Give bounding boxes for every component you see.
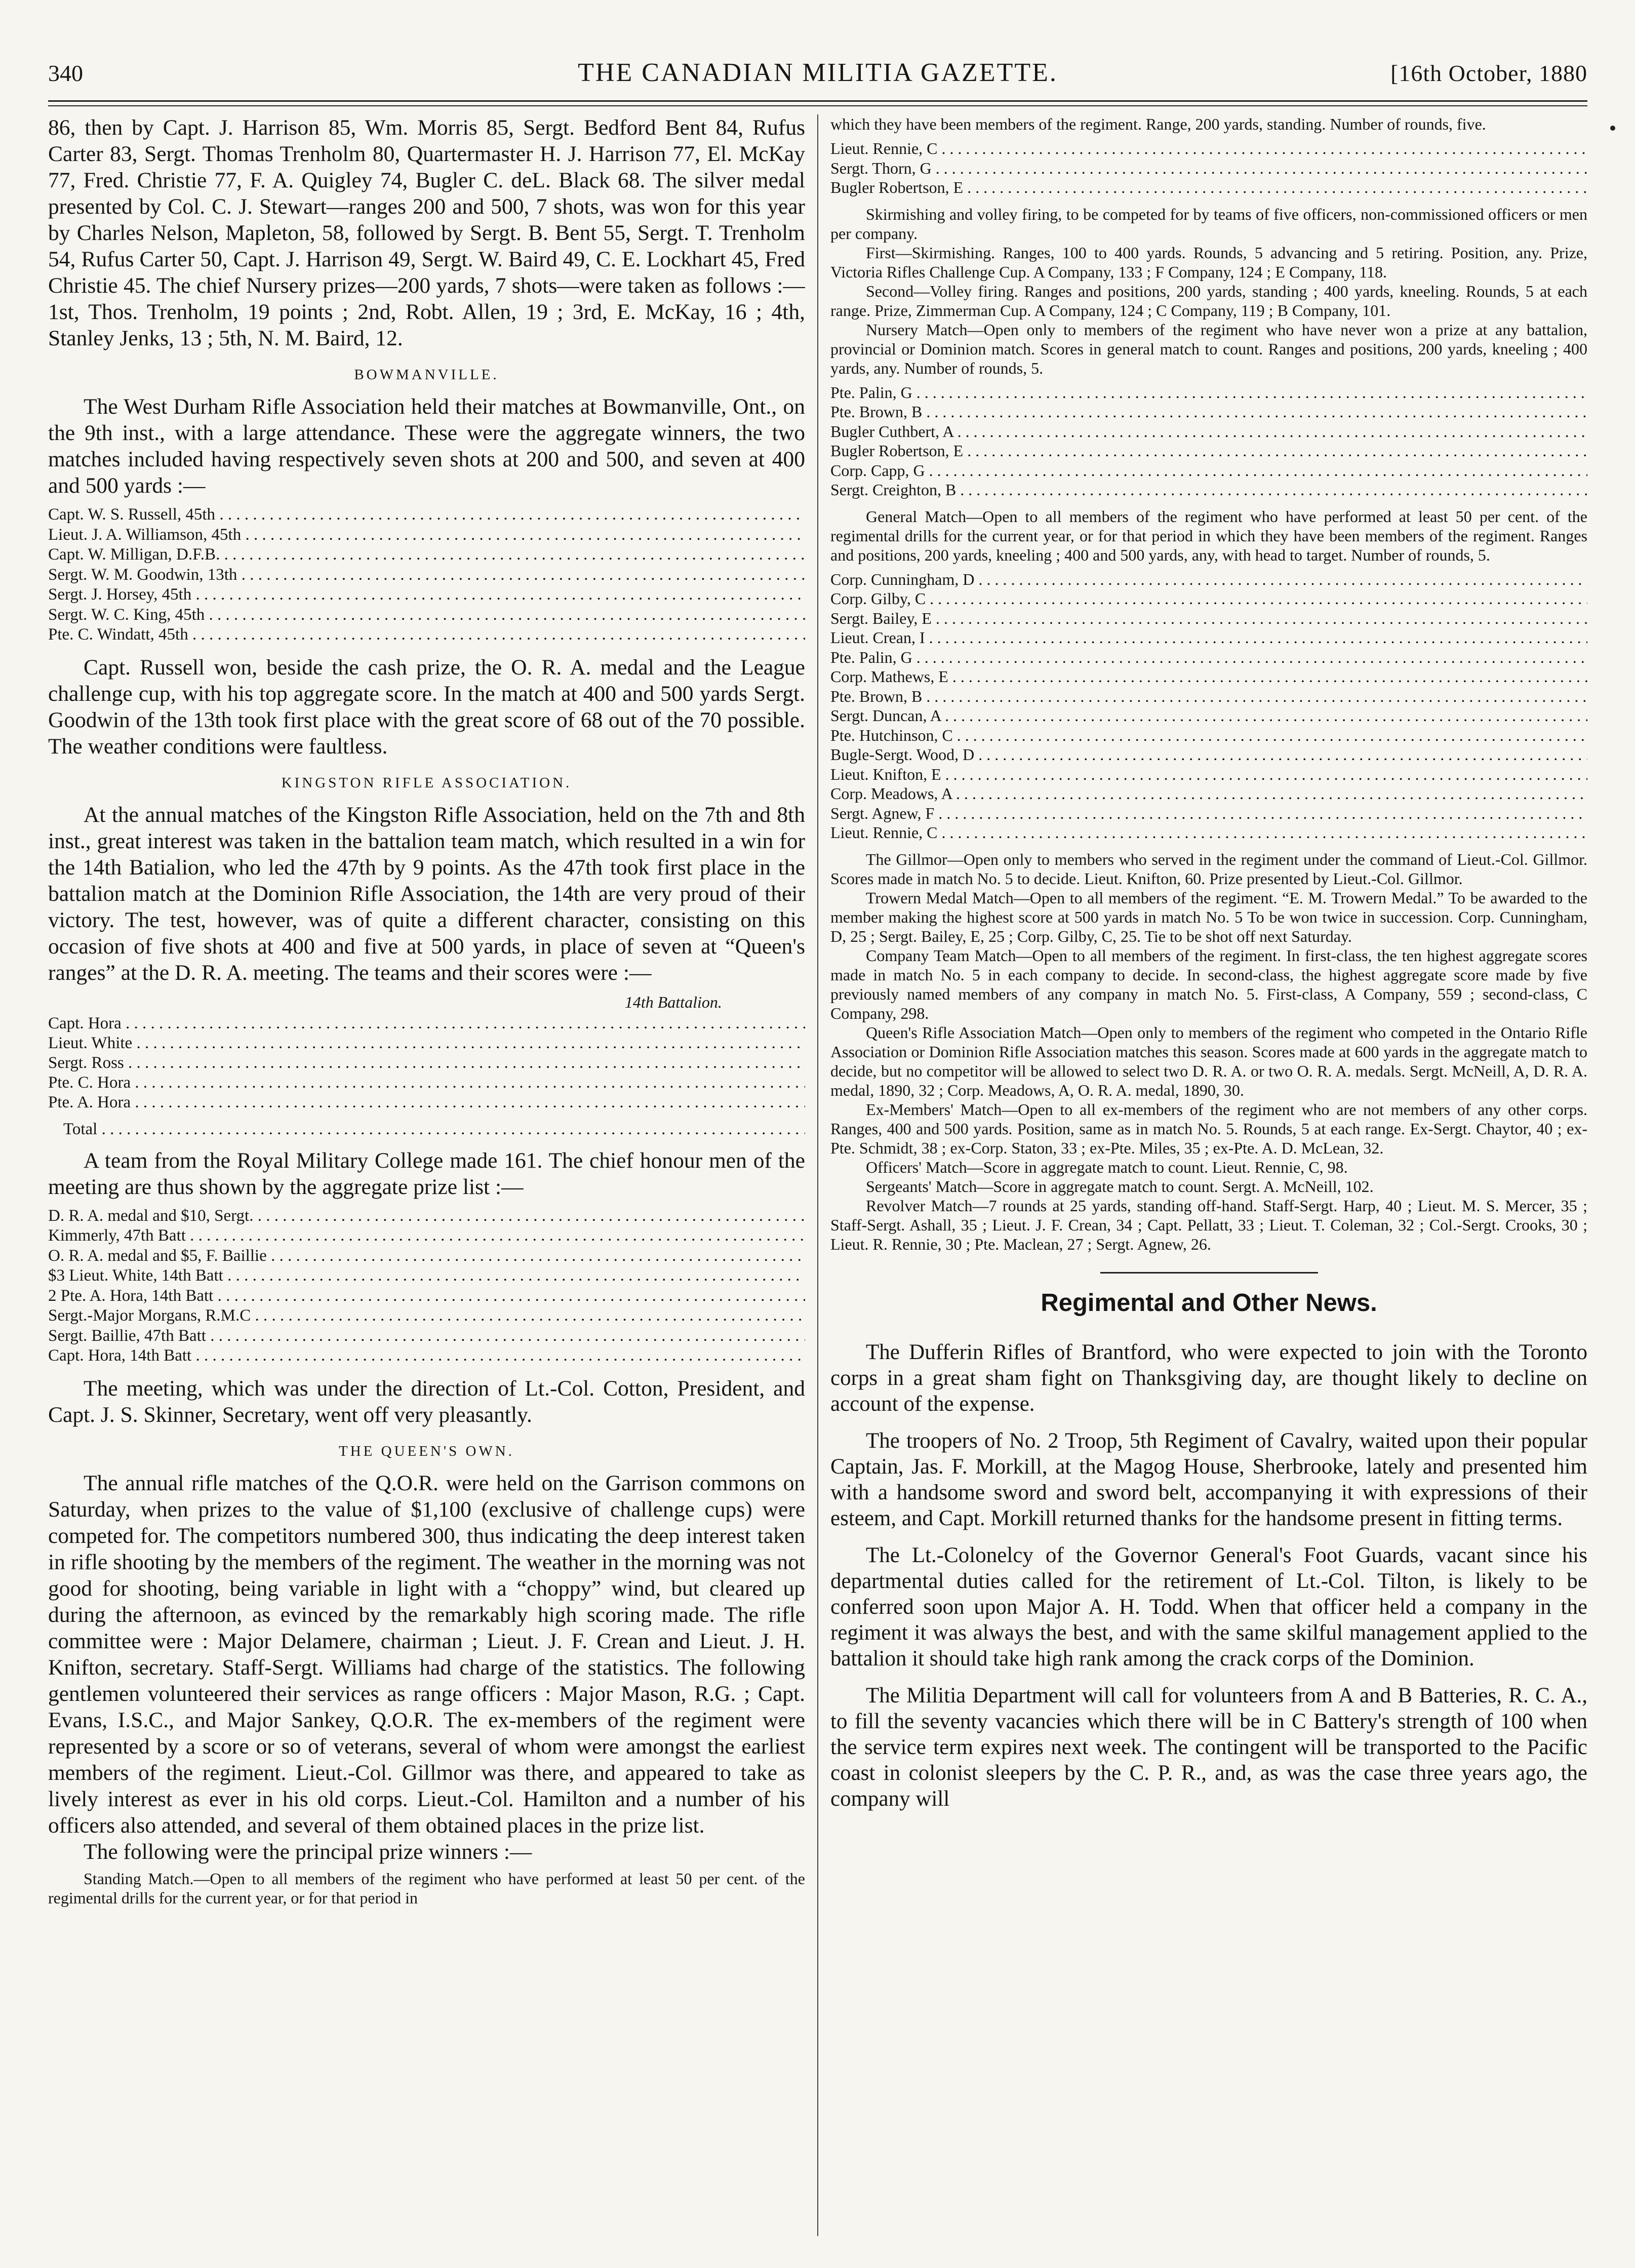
column-divider [817, 114, 818, 2236]
score-entry [830, 745, 1587, 765]
kingston-prize-intro: A team from the Royal Military College made 161. The chief honour men of the meeting are thus shown by the aggregate prize list :— [48, 1148, 805, 1199]
score-entry [830, 422, 1587, 442]
entry-name: Sergt. W. M. Goodwin, 13th . . . [48, 565, 805, 585]
score-entry [48, 1073, 805, 1093]
score-entry [830, 804, 1587, 823]
score-entry [830, 823, 1587, 843]
officers-match: Officers' Match—Score in aggregate match to count. Lieut. Rennie, C, 98. [866, 1158, 1348, 1176]
entry-name: Lieut. Rennie, C . . . [830, 139, 1587, 158]
news-section-heading: Regimental and Other News. [1041, 1289, 1377, 1317]
team-total: Total . . . [48, 1120, 805, 1139]
entry-name: Bugler Robertson, E . . . [830, 178, 1587, 197]
nursery-match-description: Nursery Match—Open only to members of the regiment who have never won a prize at any battalion, provincial or Dominion match. Scores in general match to count. Ranges and positions, 200 yards, kneeling ; 400 yards, any. Number of rounds, 5. [830, 320, 1587, 377]
general-match-list [830, 570, 1587, 843]
news-item-foot-guards: The Lt.-Colonelcy of the Governor General's Foot Guards, vacant since his departmental duties called for the retirement of Lt.-Col. Tilton, is likely to be conferred soon upon Major A. H. Todd. When that officer held a company in the regiment it was always the best, and with the same skilful management applied to the battalion it should take high rank among the crack corps of the Dominion. [830, 1543, 1587, 1670]
entry-name: Sergt. Thorn, G . . . [830, 158, 1587, 178]
standing-match-description: Standing Match.—Open to all members of the regiment who have performed at least 50 per cent. of the regimental drills for the current year, or for that period in [48, 1869, 805, 1907]
entry-name: Sergt. Bailey, E . . . [830, 609, 1587, 628]
score-entry [830, 609, 1587, 628]
page-header [48, 55, 1587, 98]
score-entry [48, 605, 805, 625]
trowern-medal-match: Trowern Medal Match—Open to all members of the regiment. “E. M. Trowern Medal.” To be awarded to the member making the highest score at 500 yards in match No. 5 To be won twice in succession. Corp. Cunningham, D, 25 ; Sergt. Bailey, E, 25 ; Corp. Gilby, C, 25. Tie to be shot off next Saturday. [830, 888, 1587, 945]
publication-title: THE CANADIAN MILITIA GAZETTE. [578, 58, 1058, 87]
score-entry [830, 158, 1587, 178]
bowmanville-summary: Capt. Russell won, beside the cash prize, the O. R. A. medal and the League challenge cup, with his top aggregate score. In the match at 400 and 500 yards Sergt. Goodwin of the 13th took first place with the great score of 68 out of the 70 possible. The weather conditions were faultless. [48, 655, 805, 759]
score-entry [48, 625, 805, 645]
entry-name: Sergt. Baillie, 47th Batt . . . [48, 1326, 805, 1346]
issue-date: [16th October, 1880 [1390, 60, 1587, 86]
score-entry [48, 585, 805, 605]
score-entry [48, 1014, 805, 1033]
score-entry [48, 525, 805, 545]
prize-winners-intro: The following were the principal prize winners :— [84, 1839, 532, 1864]
right-column [830, 114, 1587, 2236]
entry-name: Lieut. White . . . [48, 1033, 805, 1053]
score-entry [48, 1246, 805, 1266]
left-column [48, 114, 805, 2236]
entry-name: Pte. Hutchinson, C . . . [830, 726, 1587, 745]
entry-name: Pte. C. Hora . . . [48, 1073, 805, 1093]
score-entry [830, 480, 1587, 500]
score-entry [48, 1306, 805, 1326]
entry-name: Corp. Capp, G . . . [830, 461, 1587, 481]
section-heading-queens-own: THE QUEEN'S OWN. [339, 1443, 514, 1459]
entry-name: Lieut. Crean, I . . . [830, 628, 1587, 648]
kingston-intro: At the annual matches of the Kingston Rifle Association, held on the 7th and 8th inst., great interest was taken in the battalion team match, which resulted in a win for the 14th Batialion, who led the 47th by 9 points. As the 47th took first place in the battalion match at the Dominion Rifle Association, the 14th are very proud of their victory. The test, however, was of quite a different character, consisting on this occasion of five shots at 400 and five at 500 yards, in place of seven at “Queen's ranges” at the D. R. A. meeting. The teams and their scores were :— [48, 802, 805, 985]
score-entry [48, 1206, 805, 1226]
score-entry [48, 505, 805, 525]
queens-own-report: The annual rifle matches of the Q.O.R. were held on the Garrison commons on Saturday, when prizes to the value of $1,100 (exclusive of challenge cups) were competed for. The competitors numbered 300, thus indicating the deep interest taken in rifle shooting by the members of the regiment. The weather in the morning was not good for shooting, being variable in light with a “choppy” wind, but cleared up during the afternoon, as evinced by the remarkably high scoring made. The rifle committee were : Major Delamere, chairman ; Lieut. J. F. Crean and Lieut. J. H. Knifton, secretary. Staff-Sergt. Williams had charge of the statistics. The following gentlemen volunteered their services as range officers : Major Mason, R.G. ; Capt. Evans, I.S.C., and Major Sankey, Q.O.R. The ex-members of the regiment were represented by a score or so of veterans, several of whom were amongst the earliest members of the regiment. Lieut.-Col. Gillmor was there, and appeared to take as lively interest as ever in his old corps. Lieut.-Col. Hamilton and a number of his officers also attended, and several of them obtained places in the prize list. [48, 1470, 805, 1838]
team-14th-battalion [48, 993, 805, 1139]
score-entry [830, 784, 1587, 804]
news-item-cavalry-troop: The troopers of No. 2 Troop, 5th Regiment of Cavalry, waited upon their popular Captain, Jas. F. Morkill, at the Magog House, Sherbrooke, lately and presented him with a handsome sword and sword belt, accompanying it with expressions of their esteem, and Capt. Morkill returned thanks for the handsome present in fitting terms. [830, 1428, 1587, 1530]
score-entry [48, 1346, 805, 1366]
entry-name: Capt. W. S. Russell, 45th . . . [48, 505, 805, 525]
revolver-match: Revolver Match—7 rounds at 25 yards, standing off-hand. Staff-Sergt. Harp, 40 ; Lieut. M. S. Mercer, 35 ; Staff-Sergt. Ashall, 35 ; Lieut. J. F. Crean, 34 ; Capt. Pellatt, 33 ; Lieut. T. Coleman, 32 ; Col.-Sergt. Crooks, 30 ; Lieut. R. Rennie, 30 ; Pte. Maclean, 27 ; Sergt. Agnew, 26. [830, 1196, 1587, 1253]
entry-name: Sergt. Ross . . . [48, 1053, 805, 1073]
section-heading-kingston: KINGSTON RIFLE ASSOCIATION. [281, 774, 572, 791]
entry-name: Kimmerly, 47th Batt . . . [48, 1226, 805, 1246]
entry-name: Lieut. J. A. Williamson, 45th . . . [48, 525, 805, 545]
bowmanville-intro: The West Durham Rifle Association held their matches at Bowmanville, Ont., on the 9th inst., with a large attendance. These were the aggregate winners, the two matches included having respectively seven shots at 200 and 500, and seven at 400 and 500 yards :— [48, 394, 805, 498]
team-rows [48, 1014, 805, 1112]
ex-members-match: Ex-Members' Match—Open to all ex-members of the regiment who are not members of any other corps. Ranges, 400 and 500 yards. Position, same as in match No. 5. Rounds, 5 at each range. Ex-Sergt. Chaytor, 40 ; ex-Pte. Schmidt, 38 ; ex-Corp. Staton, 33 ; ex-Pte. Miles, 35 ; ex-Pte. A. D. McLean, 32. [830, 1100, 1587, 1157]
margin-dot [1610, 126, 1615, 131]
score-entry [48, 1226, 805, 1246]
skirmishing-intro: Skirmishing and volley firing, to be competed for by teams of five officers, non-commissioned officers or men per company. [830, 205, 1587, 243]
page-number: 340 [48, 60, 83, 86]
entry-name: Pte. Brown, B . . . [830, 402, 1587, 422]
company-team-match: Company Team Match—Open to all members of the regiment. In first-class, the ten highest aggregate scores made in match No. 5 in each company to decide. In second-class, the highest aggregate score made by five previously named members of any company in match No. 5. First-class, A Company, 559 ; second-class, C Company, 298. [830, 946, 1587, 1022]
score-entry [48, 565, 805, 585]
score-entry [830, 178, 1587, 197]
score-entry [830, 441, 1587, 461]
entry-name: Capt. W. Milligan, D.F.B. . . . [48, 545, 805, 565]
nursery-match-list [830, 383, 1587, 500]
score-entry [830, 726, 1587, 745]
score-entry [48, 1033, 805, 1053]
kingston-prize-list [48, 1206, 805, 1366]
entry-name: Bugler Cuthbert, A . . . [830, 422, 1587, 442]
entry-name: Lieut. Rennie, C . . . [830, 823, 1587, 843]
skirmishing-result: First—Skirmishing. Ranges, 100 to 400 yards. Rounds, 5 advancing and 5 retiring. Position, any. Prize, Victoria Rifles Challenge Cup. A Company, 133 ; F Company, 124 ; E Company, 118. [830, 243, 1587, 281]
entry-name: Sergt.-Major Morgans, R.M.C . . . [48, 1306, 805, 1326]
entry-name: Sergt. J. Horsey, 45th . . . [48, 585, 805, 605]
entry-name: Lieut. Knifton, E . . . [830, 765, 1587, 784]
score-entry [48, 545, 805, 565]
score-entry [48, 1286, 805, 1306]
queens-rifle-association-match: Queen's Rifle Association Match—Open only to members of the regiment who competed in the Ontario Rifle Association or Dominion Rifle Association matches this season. Scores made at 600 yards in the aggregate match to decide, but no competitor will be allowed to select two D. R. A. or two O. R. A. medals. Sergt. McNeill, A, D. R. A. medal, 1890, 32 ; Corp. Meadows, A, O. R. A. medal, 1890, 30. [830, 1023, 1587, 1099]
section-separator [1100, 1272, 1318, 1274]
entry-name: Bugle-Sergt. Wood, D . . . [830, 745, 1587, 765]
standing-match-continued: which they have been members of the regiment. Range, 200 yards, standing. Number of rounds, five. [830, 115, 1486, 133]
score-entry [48, 1326, 805, 1346]
entry-name: Corp. Gilby, C . . . [830, 589, 1587, 609]
score-entry [830, 402, 1587, 422]
news-item-militia-department: The Militia Department will call for volunteers from A and B Batteries, R. C. A., to fill the seventy vacancies which there will be in C Battery's strength of 100 when the service term expires next week. The contingent will be transported to the Pacific coast in colonist sleepers by the C. P. R., and, as was the case three years ago, the company will [830, 1683, 1587, 1811]
entry-name: Pte. Brown, B . . . [830, 687, 1587, 706]
entry-name: Capt. Hora . . . [48, 1014, 805, 1033]
score-entry [830, 706, 1587, 726]
standing-match-list [830, 139, 1587, 197]
entry-name: Sergt. W. C. King, 45th . . . [48, 605, 805, 625]
entry-name: Bugler Robertson, E . . . [830, 441, 1587, 461]
score-entry [48, 1093, 805, 1112]
gillmor-match: The Gillmor—Open only to members who served in the regiment under the command of Lieut.-Col. Gillmor. Scores made in match No. 5 to decide. Lieut. Knifton, 60. Prize presented by Lieut.-Col. Gillmor. [830, 850, 1587, 888]
team-heading: 14th Battalion. [624, 992, 722, 1011]
entry-name: Capt. Hora, 14th Batt . . . [48, 1346, 805, 1366]
general-match-description: General Match—Open to all members of the regiment who have performed at least 50 per cent. of the regimental drills for the current year, or for that period in which they have been members of the regiment. Ranges and positions, 200 yards, kneeling ; 400 and 500 yards, any, with head to target. Number of rounds, 5. [830, 507, 1587, 564]
score-entry [830, 139, 1587, 158]
entry-name: Corp. Meadows, A . . . [830, 784, 1587, 804]
entry-name: Sergt. Creighton, B . . . [830, 480, 1587, 500]
entry-name: $3 Lieut. White, 14th Batt . . . [48, 1266, 805, 1286]
bowmanville-score-list [48, 505, 805, 645]
score-entry [830, 461, 1587, 481]
entry-name: Pte. A. Hora . . . [48, 1093, 805, 1112]
score-entry [830, 687, 1587, 706]
sergeants-match: Sergeants' Match—Score in aggregate match to count. Sergt. A. McNeill, 102. [866, 1177, 1374, 1196]
entry-name: Pte. Palin, G . . . [830, 383, 1587, 403]
entry-name: Sergt. Agnew, F . . . [830, 804, 1587, 823]
battalion-team-scores [48, 993, 805, 1139]
entry-name: Pte. C. Windatt, 45th . . . [48, 625, 805, 645]
entry-name: D. R. A. medal and $10, Sergt. . . . [48, 1206, 805, 1226]
score-entry [830, 589, 1587, 609]
score-entry [830, 628, 1587, 648]
entry-name: Pte. Palin, G . . . [830, 648, 1587, 667]
entry-name: O. R. A. medal and $5, F. Baillie . . . [48, 1246, 805, 1266]
entry-name: Corp. Mathews, E . . . [830, 667, 1587, 687]
header-rule-bottom [48, 105, 1587, 106]
score-entry [830, 765, 1587, 784]
score-entry [48, 1266, 805, 1286]
header-rule-top [48, 100, 1587, 102]
score-entry [830, 570, 1587, 589]
score-entry [830, 667, 1587, 687]
article-continuation: 86, then by Capt. J. Harrison 85, Wm. Morris 85, Sergt. Bedford Bent 84, Rufus Carter 83, Sergt. Thomas Trenholm 80, Quartermaster H. J. Harrison 77, El. McKay 77, Fred. Christie 77, F. A. Quigley 74, Bugler C. deL. Black 68. The silver medal presented by Col. C. J. Stewart—ranges 200 and 500, 7 shots, was won for this year by Charles Nelson, Mapleton, 58, followed by Sergt. B. Bent 55, Sergt. T. Trenholm 54, Rufus Carter 50, Capt. J. Harrison 49, Sergt. W. Baird 49, C. E. Lockhart 45, Fred Christie 45. The chief Nursery prizes—200 yards, 7 shots—were taken as follows :—1st, Thos. Trenholm, 19 points ; 2nd, Robt. Allen, 19 ; 3rd, E. McKay, 16 ; 4th, Stanley Jenks, 13 ; 5th, N. M. Baird, 12. [48, 115, 805, 350]
score-entry [830, 648, 1587, 667]
entry-name: Corp. Cunningham, D . . . [830, 570, 1587, 589]
entry-name: 2 Pte. A. Hora, 14th Batt . . . [48, 1286, 805, 1306]
volley-result: Second—Volley firing. Ranges and positions, 200 yards, standing ; 400 yards, kneeling. Rounds, 5 at each range. Prize, Zimmerman Cup. A Company, 124 ; C Company, 119 ; B Company, 101. [830, 282, 1587, 320]
entry-name: Sergt. Duncan, A . . . [830, 706, 1587, 726]
kingston-closing: The meeting, which was under the direction of Lt.-Col. Cotton, President, and Capt. J. S. Skinner, Secretary, went off very pleasantly. [48, 1376, 805, 1427]
news-item-dufferin-rifles: The Dufferin Rifles of Brantford, who were expected to join with the Toronto corps in a great sham fight on Thanksgiving day, are thought likely to decline on account of the expense. [830, 1340, 1587, 1416]
section-heading-bowmanville: BOWMANVILLE. [354, 367, 499, 383]
score-entry [48, 1053, 805, 1073]
score-entry [830, 383, 1587, 403]
